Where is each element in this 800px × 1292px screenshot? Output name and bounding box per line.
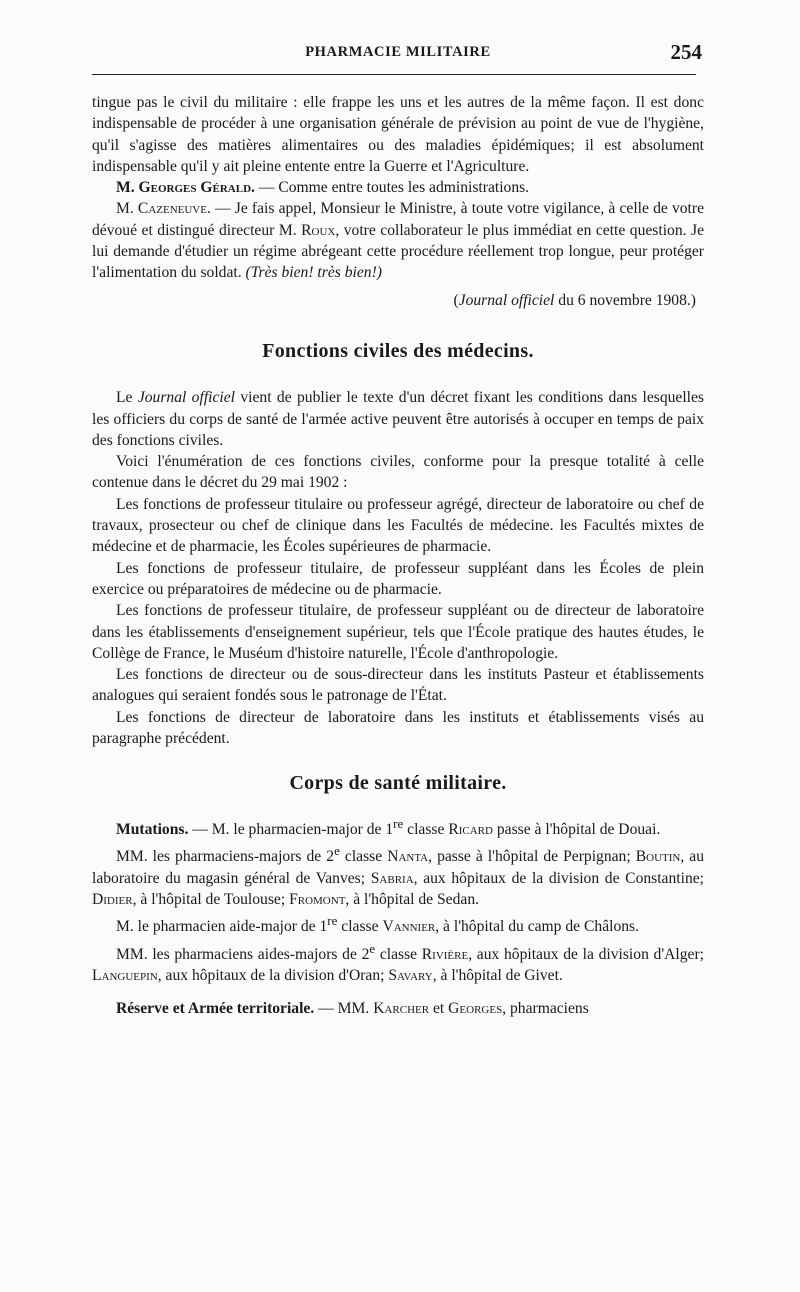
section1-paragraph-5: Les fonctions de professeur titulaire, de professeur suppléant ou de directeur de laboratoire dans les établissements d'enseignement supérieur, tels que l'École pratique des hautes études, le Collège de France, le Muséum d'histoire naturelle, l'École d'anthropologie. (92, 602, 704, 662)
speaker-name: M. Georges Gérald. (116, 179, 255, 197)
section-heading-corps-de-sante: Corps de santé militaire. (289, 772, 507, 795)
debate-paragraph-3: M. Cazeneuve. — Je fais appel, Monsieur le Ministre, à toute votre vigilance, à celle de votre dévoué et distingué directeur M. Roux, votre collaborateur le plus immédiat en cette question. Je lui demande d'étudier un régime abrégeant cette procédure réellement trop longue, peur protéger l'alimentation du soldat. (Très bien! très bien!) (92, 200, 704, 282)
speaker-name: M. Cazeneuve. (116, 200, 211, 218)
section-heading-fonctions-civiles: Fonctions civiles des médecins. (262, 339, 534, 362)
section1-paragraph-4: Les fonctions de professeur titulaire, de professeur suppléant dans les Écoles de plein exercice ou préparatoires de médecine ou de pharmacie. (92, 559, 704, 598)
section1-paragraph-7: Les fonctions de directeur de laboratoire dans les instituts et établissements visés au paragraphe précédent. (92, 708, 704, 748)
mutations-paragraph-4: MM. les pharmaciens aides-majors de 2e classe Rivière, aux hôpitaux de la division d'Alger; Languepin, aux hôpitaux de la division d'Oran; Savary, à l'hôpital de Givet. (92, 940, 704, 985)
header-rule (92, 74, 696, 75)
page-number: 254 (670, 40, 702, 64)
section1-paragraph-6: Les fonctions de directeur ou de sous-directeur dans les instituts Pasteur et établissements analogues qui seraient fondés sous le patronage de l'État. (92, 666, 704, 705)
section1-paragraph-3: Les fonctions de professeur titulaire ou professeur agrégé, directeur de laboratoire ou chef de travaux, prosecteur ou chef de clinique dans les Facultés de médecine. les Facultés mixtes de médecine et de pharmacie, les Écoles supérieures de pharmacie. (92, 495, 704, 556)
section1-paragraph-1: Le Journal officiel vient de publier le texte d'un décret fixant les conditions dans lesquelles les officiers du corps de santé de l'armée active peuvent être autorisés à occuper en temps de paix des fonctions civiles. (92, 389, 704, 449)
mutations-paragraph-1: Mutations. — M. le pharmacien-major de 1re classe Ricard passe à l'hôpital de Douai. (116, 815, 661, 838)
running-title: PHARMACIE MILITAIRE (305, 44, 491, 60)
page-body (92, 92, 704, 1020)
debate-paragraph-1: tingue pas le civil du militaire : elle frappe les uns et les autres de la même façon. Il est donc indispensable de procéder à une organisation générale de prévision au point de vue de l'hygiène, qu'il s'agisse des matières alimentaires ou des maladies épidémiques; il est absolument indispensable qu'il y ait pleine entente entre la Guerre et l'Agriculture. (92, 94, 704, 175)
source-citation: (Journal officiel du 6 novembre 1908.) (453, 291, 696, 309)
mutations-paragraph-2: MM. les pharmaciens-majors de 2e classe Nanta, passe à l'hôpital de Perpignan; Boutin, au laboratoire du magasin général de Vanves; Sabria, aux hôpitaux de la division de Constantine; Didier, à l'hôpital de Toulouse; Fromont, à l'hôpital de Sedan. (92, 843, 705, 908)
mutations-paragraph-3: M. le pharmacien aide-major de 1re classe Vannier, à l'hôpital du camp de Châlons. (116, 913, 640, 936)
section1-paragraph-2: Voici l'énumération de ces fonctions civiles, conforme pour la presque totalité à celle contenue dans le décret du 29 mai 1902 : (92, 453, 704, 492)
running-header (92, 40, 704, 68)
debate-paragraph-2: M. Georges Gérald. — Comme entre toutes les administrations. (116, 179, 530, 197)
reserve-paragraph: Réserve et Armée territoriale. — MM. Karcher et Georges, pharmaciens (116, 1000, 589, 1018)
